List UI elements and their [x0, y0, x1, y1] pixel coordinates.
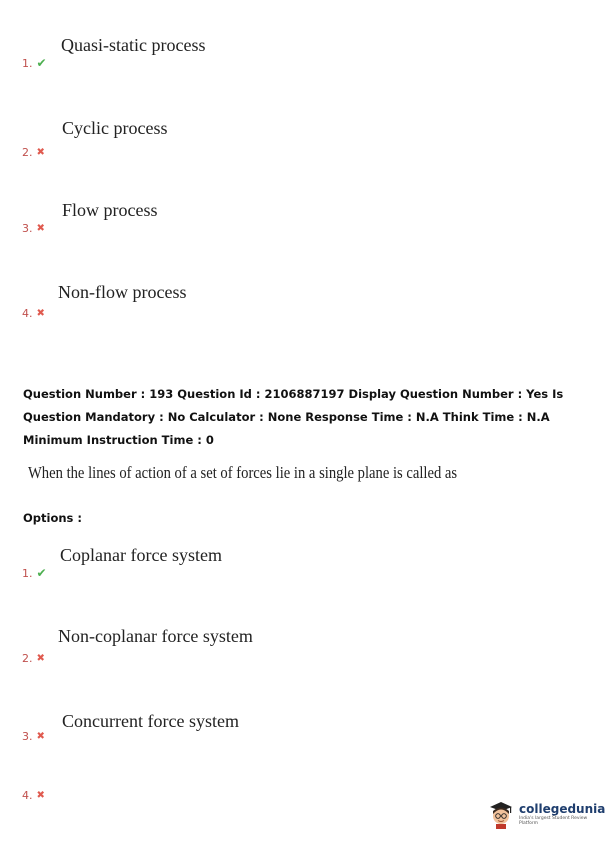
cross-icon: ✖ — [36, 653, 45, 664]
option-number-label: 1. — [22, 56, 33, 70]
option-number — [22, 56, 47, 70]
cross-icon: ✖ — [36, 147, 45, 158]
option-number — [22, 789, 45, 802]
option-number — [22, 652, 45, 665]
option-text: Non-coplanar force system — [58, 626, 253, 646]
cross-icon: ✖ — [36, 223, 45, 234]
option-number — [22, 566, 47, 580]
collegedunia-logo — [488, 799, 605, 829]
question-meta: Question Number : 193 Question Id : 2106887197 Display Question Number : Yes Is Question Mandatory : No Calculator : None Response Time : N.A Think Time : N.A Minimum Instruction Time : 0 — [23, 387, 564, 447]
option-text: Concurrent force system — [62, 711, 239, 731]
option-number — [22, 730, 45, 743]
option-number-label: 2. — [22, 146, 33, 159]
logo-name: collegedunia — [519, 802, 605, 816]
cross-icon: ✖ — [36, 308, 45, 319]
option-text: Coplanar force system — [60, 545, 222, 565]
cross-icon: ✖ — [36, 790, 45, 801]
option-text: Quasi-static process — [61, 35, 206, 55]
logo-tagline: India's largest Student Review Platform — [519, 816, 588, 826]
options-label: Options : — [23, 511, 82, 525]
check-icon: ✔ — [36, 56, 47, 70]
option-number-label: 4. — [22, 307, 33, 320]
cross-icon: ✖ — [36, 731, 45, 742]
option-number-label: 3. — [22, 730, 33, 743]
option-number-label: 2. — [22, 652, 33, 665]
student-mascot-icon — [488, 799, 514, 829]
option-number — [22, 146, 45, 159]
option-number — [22, 307, 45, 320]
question-text: When the lines of action of a set of forces lie in a single plane is called as — [28, 463, 458, 482]
option-text: Non-flow process — [58, 282, 187, 302]
option-text: Flow process — [62, 200, 158, 220]
check-icon: ✔ — [36, 566, 47, 580]
option-text: Cyclic process — [62, 118, 168, 138]
option-number-label: 1. — [22, 566, 33, 580]
option-number-label: 3. — [22, 222, 33, 235]
option-number — [22, 222, 45, 235]
option-number-label: 4. — [22, 789, 33, 802]
